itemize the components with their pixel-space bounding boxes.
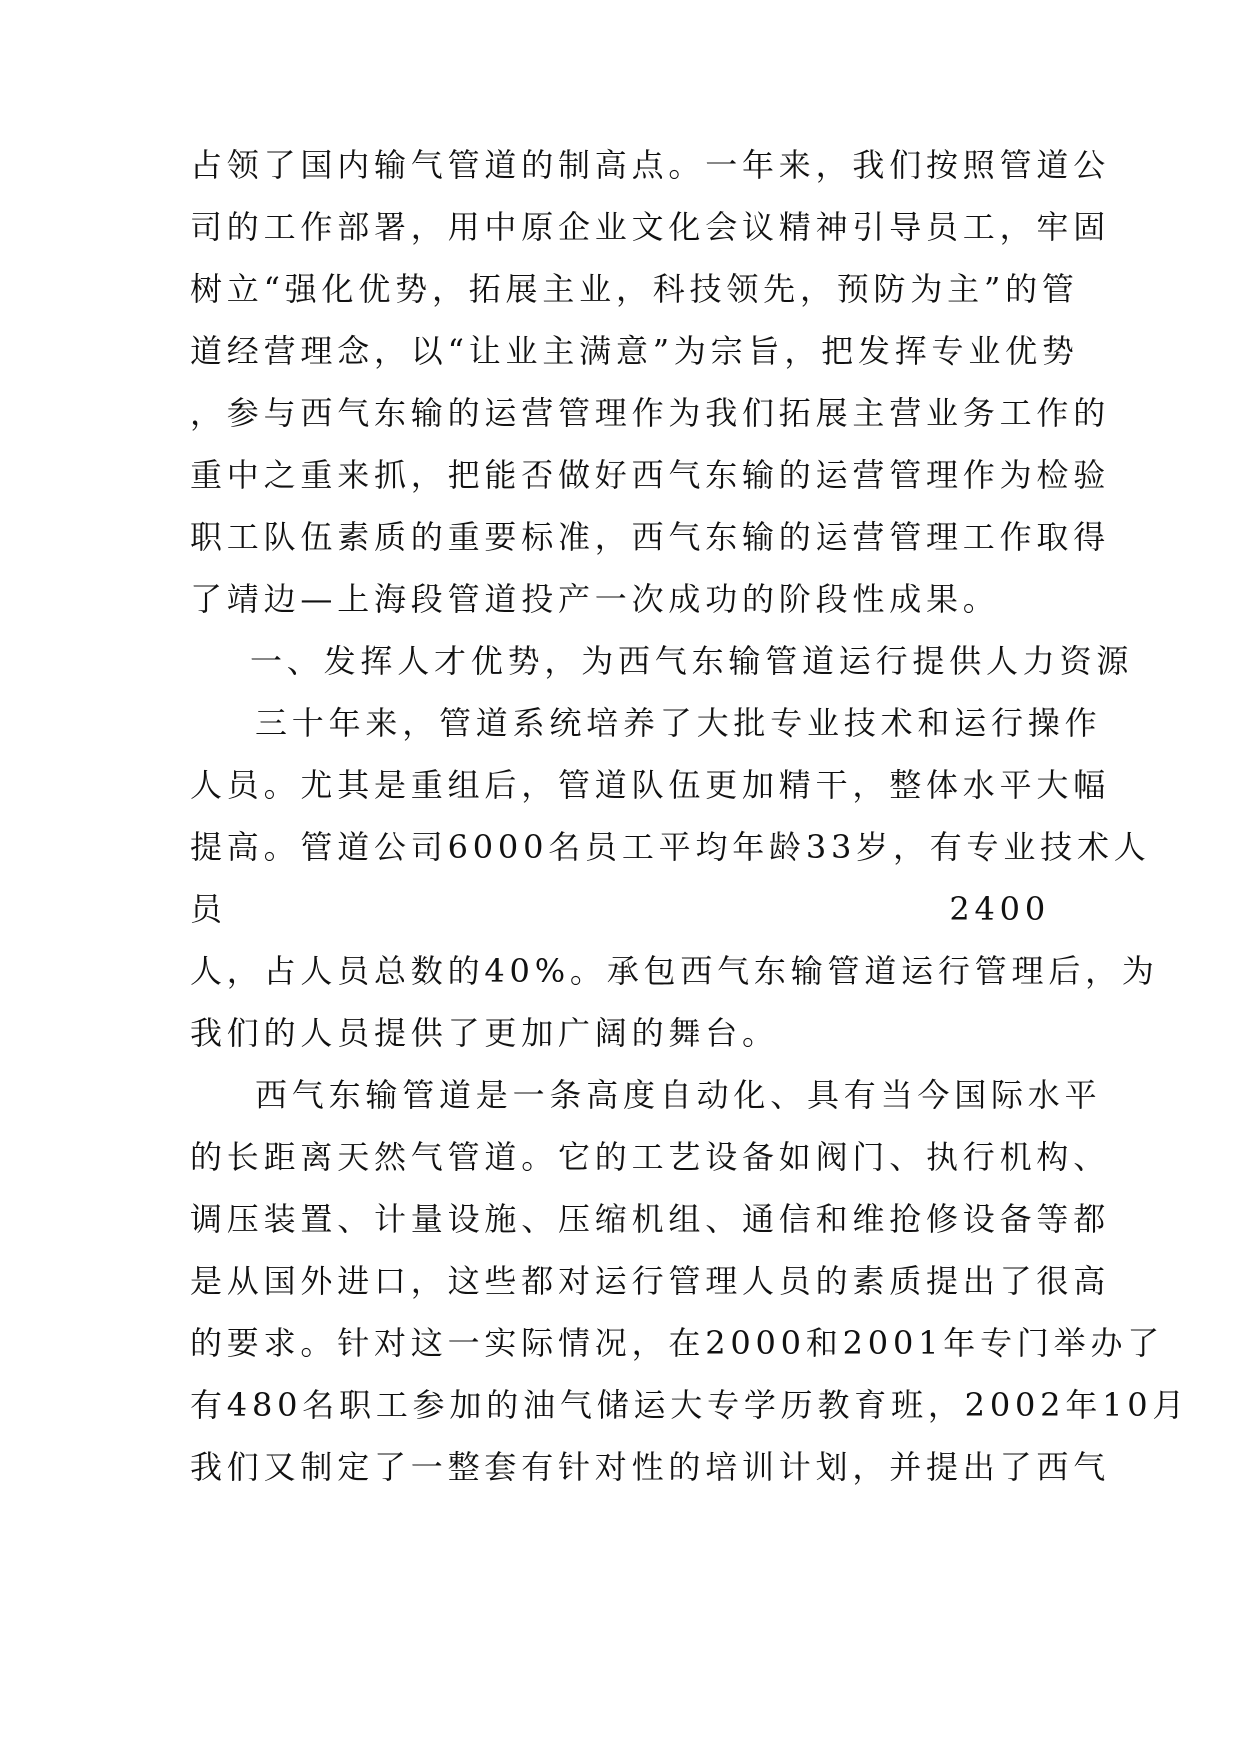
paragraph-line-5: ，参与西气东输的运营管理作为我们拓展主营业务工作的 [190, 394, 1111, 432]
paragraph-line-21: 有480名职工参加的油气储运大专学历教育班，2002年10月 [190, 1386, 1190, 1424]
paragraph-line-3: 树立“强化优势，拓展主业，科技领先，预防为主”的管 [190, 270, 1079, 308]
paragraph-line-11: 人员。尤其是重组后，管道队伍更加精干，整体水平大幅 [190, 766, 1111, 804]
justified-left-text: 员 [190, 890, 227, 928]
paragraph-line-10: 三十年来，管道系统培养了大批专业技术和运行操作 [255, 704, 1102, 742]
paragraph-line-12: 提高。管道公司6000名员工平均年龄33岁，有专业技术人 [190, 828, 1151, 866]
paragraph-line-6: 重中之重来抓，把能否做好西气东输的运营管理作为检验 [190, 456, 1111, 494]
paragraph-line-4: 道经营理念，以“让业主满意”为宗旨，把发挥专业优势 [190, 332, 1079, 370]
paragraph-line-14: 人，占人员总数的40%。承包西气东输管道运行管理后，为 [190, 952, 1159, 990]
paragraph-line-15: 我们的人员提供了更加广阔的舞台。 [190, 1014, 779, 1052]
paragraph-line-1: 占领了国内输气管道的制高点。一年来，我们按照管道公 [190, 146, 1111, 184]
paragraph-line-2: 司的工作部署，用中原企业文化会议精神引导员工，牢固 [190, 208, 1111, 246]
paragraph-line-17: 的长距离天然气管道。它的工艺设备如阀门、执行机构、 [190, 1138, 1111, 1176]
paragraph-line-19: 是从国外进口，这些都对运行管理人员的素质提出了很高 [190, 1262, 1111, 1300]
paragraph-line-16: 西气东输管道是一条高度自动化、具有当今国际水平 [255, 1076, 1102, 1114]
section-heading: 一、发挥人才优势，为西气东输管道运行提供人力资源 [250, 642, 1134, 680]
paragraph-line-7: 职工队伍素质的重要标准，西气东输的运营管理工作取得 [190, 518, 1111, 556]
paragraph-line-8: 了靖边—上海段管道投产一次成功的阶段性成果。 [190, 580, 1000, 618]
paragraph-line-18: 调压装置、计量设施、压缩机组、通信和维抢修设备等都 [190, 1200, 1111, 1238]
paragraph-line-20: 的要求。针对这一实际情况，在2000和2001年专门举办了 [190, 1324, 1165, 1362]
justified-line [190, 877, 1050, 941]
paragraph-line-22: 我们又制定了一整套有针对性的培训计划，并提出了西气 [190, 1448, 1111, 1486]
justified-right-number: 2400 [949, 890, 1050, 928]
